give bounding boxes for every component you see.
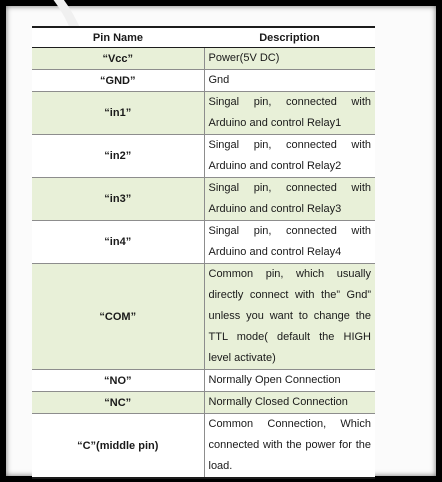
pin-name-cell: “NC”	[32, 392, 204, 414]
pin-description-table	[32, 26, 375, 479]
table-row	[32, 70, 375, 92]
description-cell: Singal pin, connected with Arduino and control Relay3	[204, 178, 375, 221]
description-cell: Normally Open Connection	[204, 370, 375, 392]
table-row	[32, 178, 375, 221]
description-cell: Common Connection, Which connected with the power for the load.	[204, 414, 375, 479]
pin-name-cell: “NO”	[32, 370, 204, 392]
table-header-row	[32, 27, 375, 48]
pin-name-cell: “GND”	[32, 70, 204, 92]
header-pin-name: Pin Name	[32, 27, 204, 48]
description-cell: Singal pin, connected with Arduino and control Relay2	[204, 135, 375, 178]
pin-name-cell: “in1”	[32, 92, 204, 135]
table-row	[32, 48, 375, 70]
table-row	[32, 392, 375, 414]
pin-name-cell: “Vcc”	[32, 48, 204, 70]
pin-name-cell: “C”(middle pin)	[32, 414, 204, 479]
description-cell: Power(5V DC)	[204, 48, 375, 70]
header-description: Description	[204, 27, 375, 48]
description-cell: Gnd	[204, 70, 375, 92]
description-cell: Singal pin, connected with Arduino and control Relay4	[204, 221, 375, 264]
pin-name-cell: “in2”	[32, 135, 204, 178]
pin-table-container	[32, 26, 375, 479]
document-frame	[6, 6, 436, 476]
pin-name-cell: “in3”	[32, 178, 204, 221]
pin-name-cell: “in4”	[32, 221, 204, 264]
table-row	[32, 414, 375, 479]
pin-name-cell: “COM”	[32, 264, 204, 370]
table-row	[32, 221, 375, 264]
table-row	[32, 264, 375, 370]
table-row	[32, 135, 375, 178]
description-cell: Singal pin, connected with Arduino and control Relay1	[204, 92, 375, 135]
description-cell: Common pin, which usually directly connect with the” Gnd” unless you want to change the TTL mode( default the HIGH level activate)	[204, 264, 375, 370]
table-row	[32, 92, 375, 135]
description-cell: Normally Closed Connection	[204, 392, 375, 414]
table-row	[32, 370, 375, 392]
